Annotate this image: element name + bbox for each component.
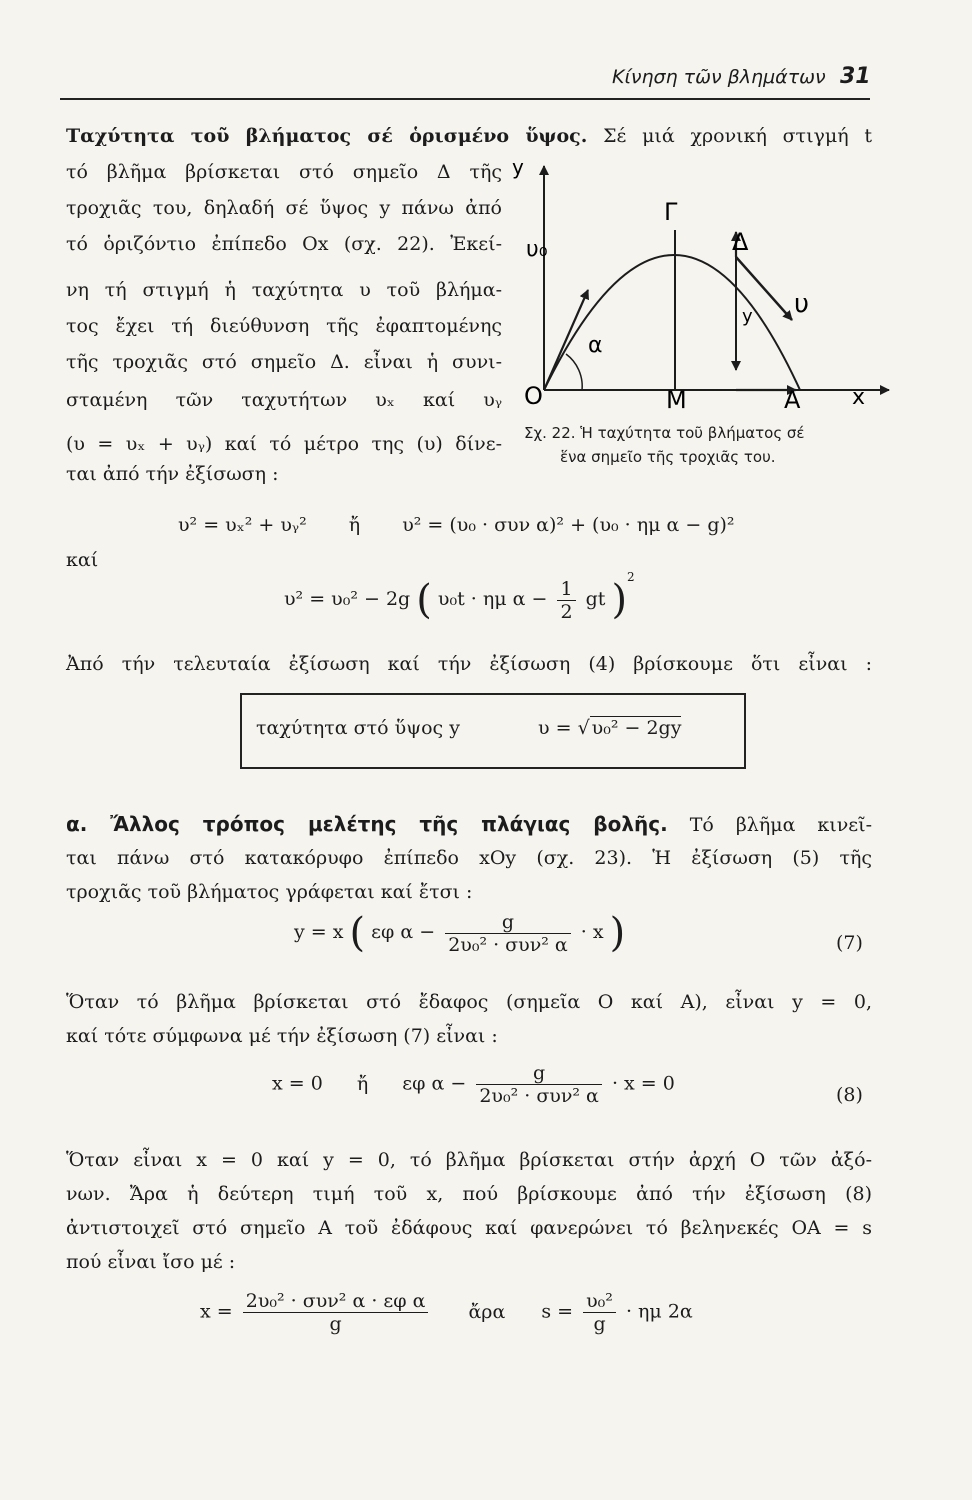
m-label: Μ xyxy=(666,386,687,414)
y-axis-label: y xyxy=(512,160,524,179)
equation-range: x = $\frac{\text{2υ₀² · συν² α · εφ α}}{g}$ ἄρα s = $\frac{\text{υ₀²}}{g}$ · ημ 2α xyxy=(200,1290,693,1335)
equation-7: y = x ( εφ α − $\frac{g}{\text{2υ₀² · συν² α}}$ · x ) xyxy=(294,910,626,956)
paragraph4-line: Ὅταν εἶναι x = 0 καί y = 0, τό βλῆμα βρίσκεται στήν ἀρχή O τῶν ἀξό- xyxy=(66,1149,872,1171)
section1-line: τῆς τροχιᾶς στό σημεῖο Δ. εἶναι ἡ συνι- xyxy=(66,351,502,373)
section1-line: τό ὁριζόντιο ἐπίπεδο Ox (σχ. 22). Ἐκεί- xyxy=(66,233,502,255)
equation-7-number: (7) xyxy=(836,932,863,954)
range-fraction-1: $\frac{\text{2υ₀² · συν² α · εφ α}}{g}$ xyxy=(243,1290,429,1335)
eq1-left: υ² = υₓ² + υᵧ² xyxy=(178,514,307,536)
section1-line: τροχιᾶς του, δηλαδή σέ ὕψος y πάνω ἀπό xyxy=(66,197,502,219)
section1-line: τος ἔχει τή διεύθυνση τῆς ἐφαπτομένης xyxy=(66,315,502,337)
section2-line1 xyxy=(66,812,872,837)
initial-velocity-vector xyxy=(544,290,588,390)
eq2-exponent: 2 xyxy=(627,570,635,584)
origin-label: O xyxy=(524,382,543,410)
section1-line: νη τή στιγμή ἡ ταχύτητα υ τοῦ βλήμα- xyxy=(66,279,502,301)
paragraph4-line: νων. Ἄρα ἡ δεύτερη τιμή τοῦ x, πού βρίσκουμε ἀπό τήν ἐξίσωση (8) xyxy=(66,1183,872,1205)
a-label: Α xyxy=(784,386,801,414)
v0-label: υ₀ xyxy=(526,237,548,262)
delta-label: Δ xyxy=(732,228,749,256)
velocity-label: υ xyxy=(794,289,810,319)
running-header-title: Κίνηση τῶν βλημάτων xyxy=(612,66,826,88)
boxed-formula-equation: υ = √ υ₀² − 2gy xyxy=(538,717,682,739)
section2-heading: α. Ἄλλος τρόπος μελέτης τῆς πλάγιας βολῆς. xyxy=(66,812,668,836)
section1-line1 xyxy=(66,124,872,148)
section2-line: τροχιᾶς τοῦ βλήματος γράφεται καί ἔτσι : xyxy=(66,881,473,903)
range-fraction-2: $\frac{\text{υ₀²}}{g}$ xyxy=(583,1290,616,1335)
section1-heading: Ταχύτητα τοῦ βλήματος σέ ὁρισμένο ὕψος. xyxy=(66,125,588,147)
section1-line: σταμένη τῶν ταχυτήτων υₓ καί υᵧ xyxy=(66,389,502,411)
eq7-fraction: $\frac{g}{\text{2υ₀² · συν² α}}$ xyxy=(445,911,571,956)
eq8-fraction: $\frac{g}{\text{2υ₀² · συν² α}}$ xyxy=(476,1062,602,1107)
section1-line1-tail: Σέ μιά χρονική στιγμή t xyxy=(603,125,872,147)
equation-speed-components xyxy=(178,514,735,536)
page-number: 31 xyxy=(840,64,871,89)
boxed-formula-label: ταχύτητα στό ὕψος y xyxy=(256,717,460,739)
trajectory-curve xyxy=(544,255,800,390)
kai-word: καί xyxy=(66,549,99,571)
paragraph2: Ἀπό τήν τελευταία ἐξίσωση καί τήν ἐξίσωση (4) βρίσκουμε ὅτι εἶναι : xyxy=(66,653,872,675)
paragraph3-line: καί τότε σύμφωνα μέ τήν ἐξίσωση (7) εἶναι : xyxy=(66,1025,498,1047)
section1-line: (υ = υₓ + υᵧ) καί τό μέτρο της (υ) δίνε- xyxy=(66,433,502,455)
figure-caption-line2: ἕνα σημεῖο τῆς τροχιᾶς του. xyxy=(560,448,776,466)
paragraph4-line: πού εἶναι ἴσο μέ : xyxy=(66,1251,236,1273)
equation-8-number: (8) xyxy=(836,1084,863,1106)
angle-arc xyxy=(566,354,582,390)
paragraph4-line: ἀντιστοιχεῖ στό σημεῖο A τοῦ ἐδάφους καί φανερώνει τό βεληνεκές OA = s xyxy=(66,1217,872,1239)
eq2-tail: gt xyxy=(585,588,606,610)
section1-line: τό βλῆμα βρίσκεται στό σημεῖο Δ τῆς xyxy=(66,161,502,183)
eq2-inner: υ₀t · ημ α − xyxy=(437,588,548,610)
section2-line1-tail: Τό βλῆμα κινεῖ- xyxy=(689,814,872,836)
x-axis-label: x xyxy=(852,385,866,410)
figure-caption-line1: Σχ. 22. Ἡ ταχύτητα τοῦ βλήματος σέ xyxy=(524,424,805,442)
eq1-or: ἤ xyxy=(348,514,361,536)
equation-8: x = 0 ἤ εφ α − $\frac{g}{\text{2υ₀² · συν² α}}$ · x = 0 xyxy=(272,1062,675,1107)
eq1-right: υ² = (υ₀ · συν α)² + (υ₀ · ημ α − g)² xyxy=(402,514,735,536)
header-rule xyxy=(60,98,870,100)
eq2-left: υ² = υ₀² − 2g xyxy=(284,588,411,610)
figure-22 xyxy=(504,160,904,420)
section1-line: ται ἀπό τήν ἐξίσωση : xyxy=(66,463,279,485)
eq2-fraction: $\frac{1}{2}$ xyxy=(557,578,575,623)
angle-label: α xyxy=(588,333,603,358)
paragraph3-line: Ὅταν τό βλῆμα βρίσκεται στό ἔδαφος (σημεῖα O καί A), εἶναι y = 0, xyxy=(66,991,872,1013)
equation-speed-time: υ² = υ₀² − 2g ( υ₀t · ημ α − $\frac{1}{2}$ gt )$^2$ xyxy=(284,570,635,623)
gamma-label: Γ xyxy=(664,198,678,226)
section2-line: ται πάνω στό κατακόρυφο ἐπίπεδο xOy (σχ. 23). Ἡ ἐξίσωση (5) τῆς xyxy=(66,847,872,869)
height-label: y xyxy=(742,306,753,327)
